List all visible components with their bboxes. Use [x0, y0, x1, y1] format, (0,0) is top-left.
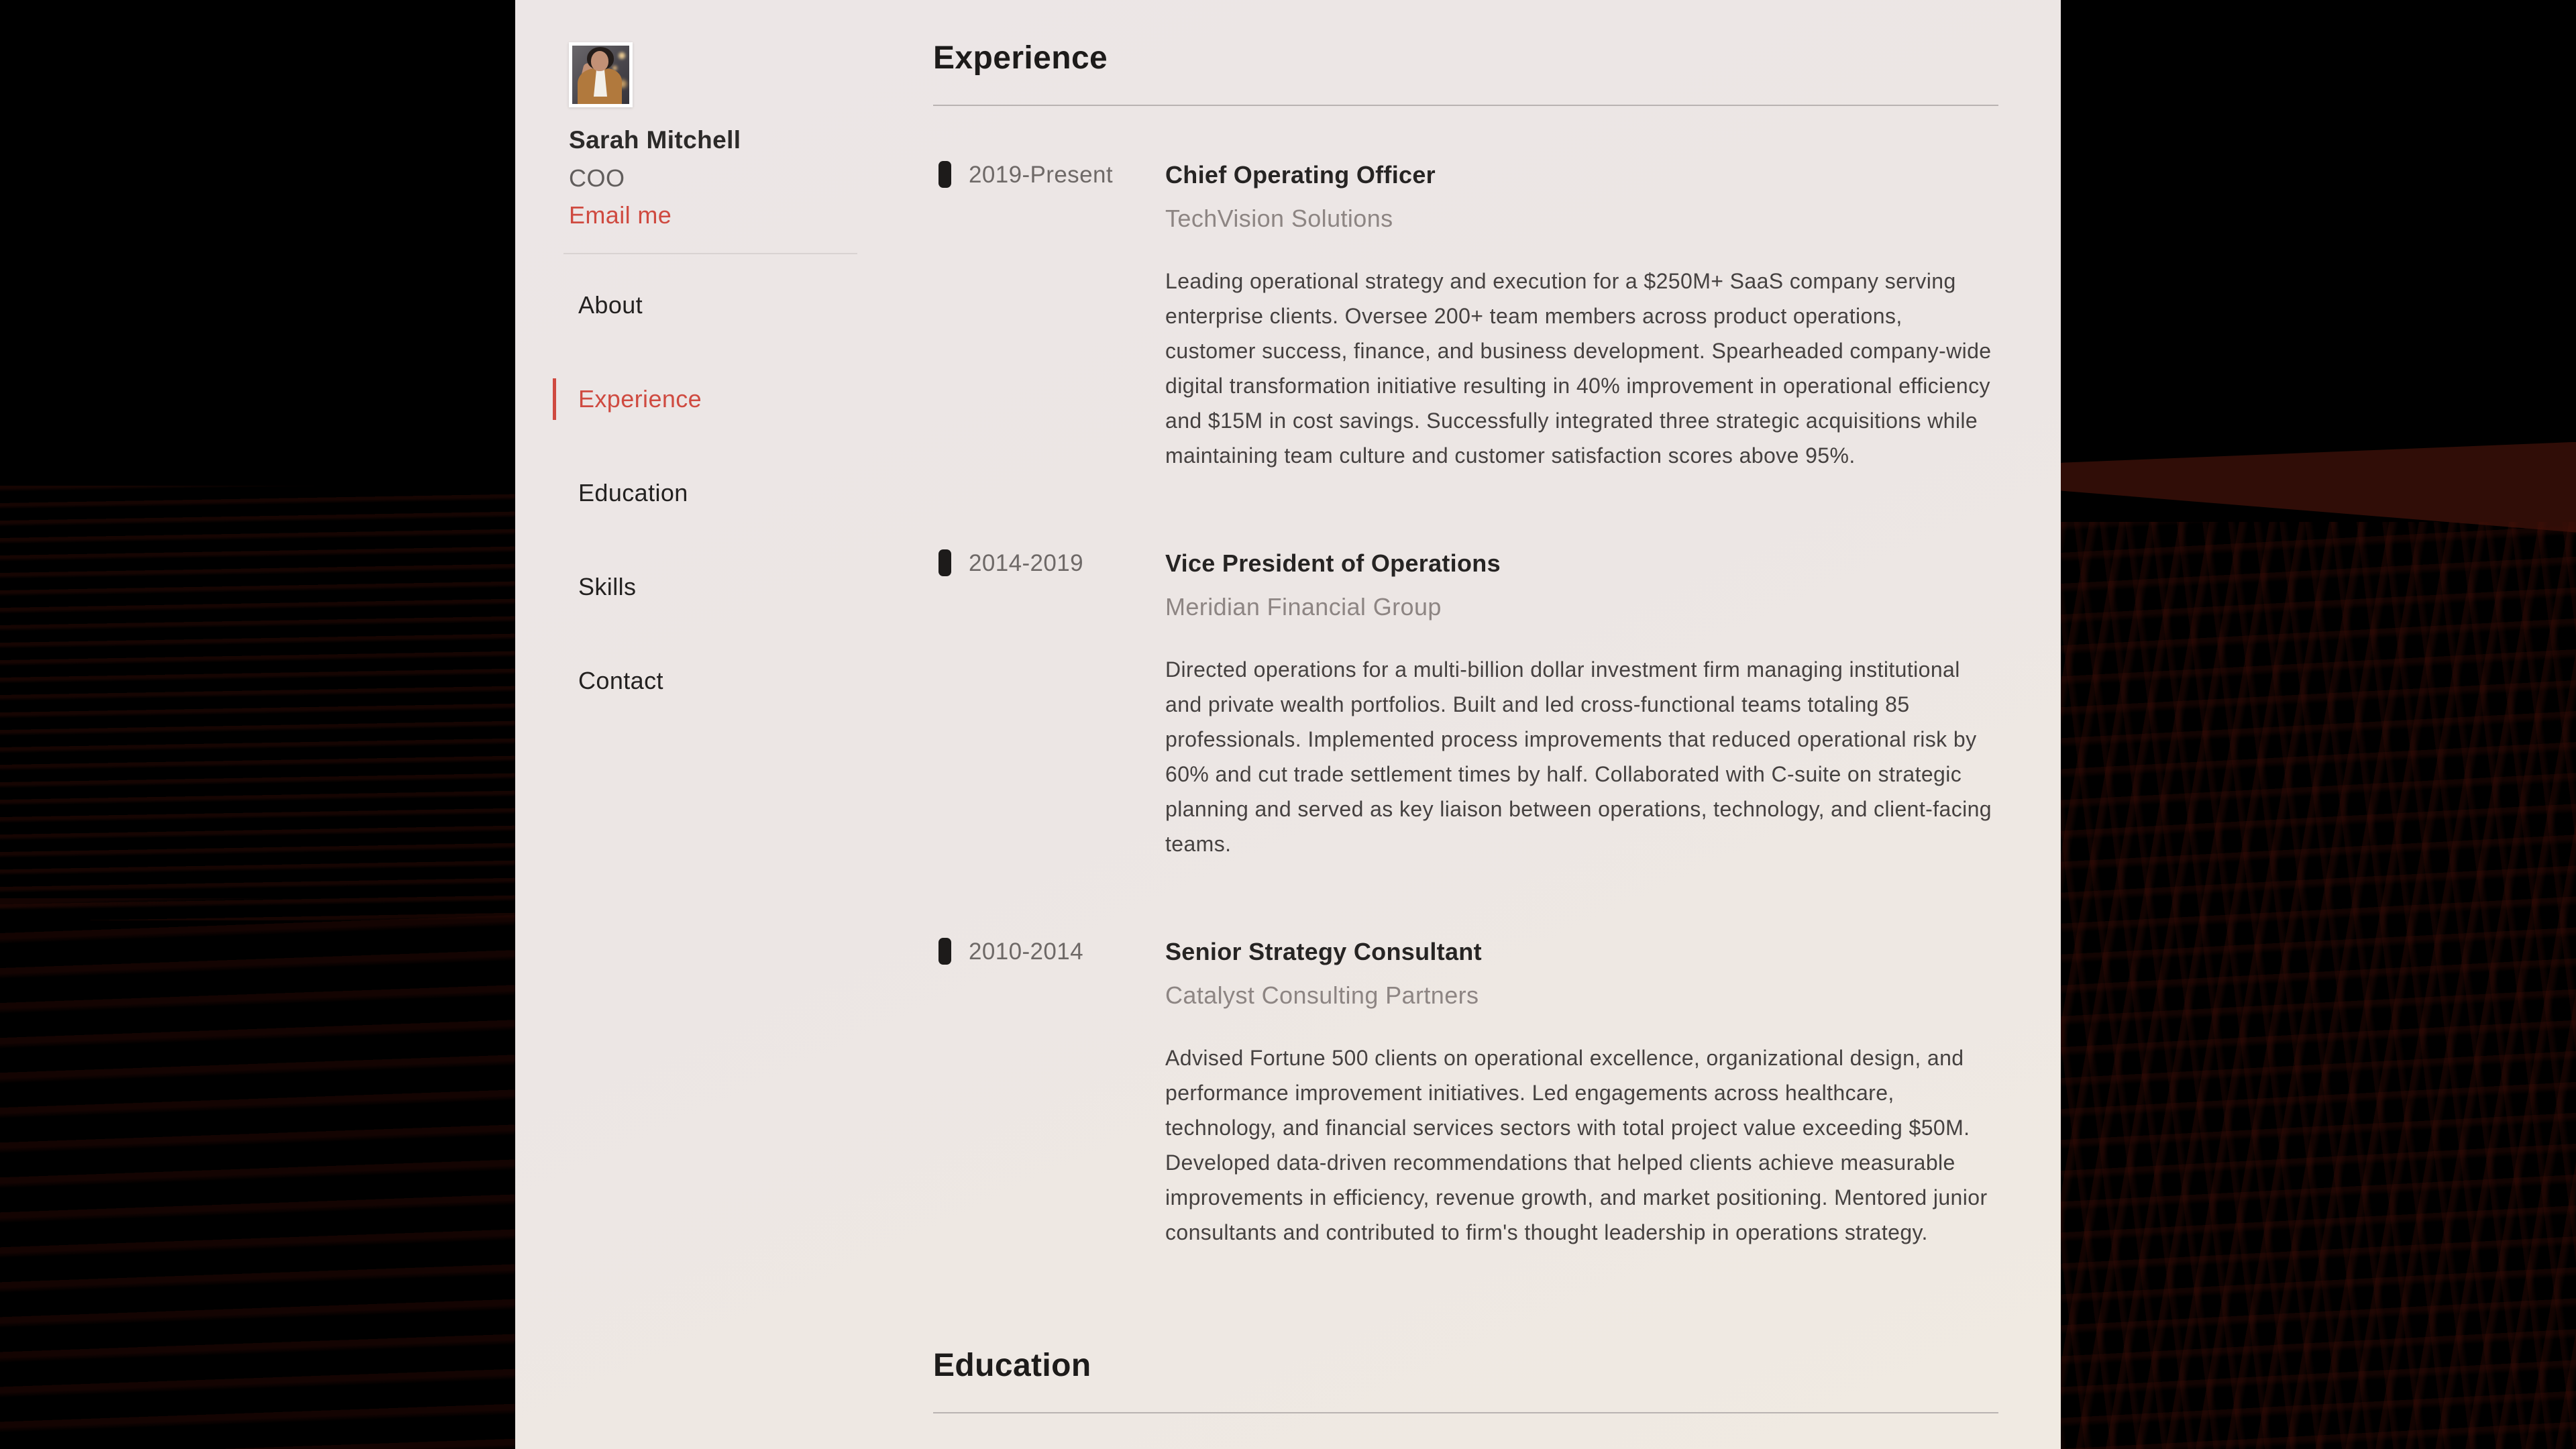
experience-entries	[933, 160, 1998, 1250]
entry-period: 2019-Present	[969, 162, 1113, 188]
entry-body	[1165, 936, 1998, 1250]
photo-face	[591, 51, 608, 71]
desert-background-left	[0, 0, 520, 1449]
experience-entry	[933, 936, 1998, 1250]
experience-entry	[933, 548, 1998, 861]
main-content	[933, 40, 1998, 1413]
entry-period: 2010-2014	[969, 938, 1083, 965]
sand-waves	[2059, 522, 2576, 1449]
photo-bokeh-light	[619, 52, 625, 59]
sidebar-nav	[553, 284, 702, 702]
entry-meta	[933, 160, 1165, 473]
entry-description: Directed operations for a multi-billion dollar investment firm managing institutional and private wealth portfolios. Built and led cross-functional teams totaling 85 professionals. Implemented process improvements that reduced operational risk by 60% and cut trade settlement times by half. Collaborated with C-suite on strategic planning and served as key liaison between operations, technology, and client-facing teams.	[1165, 657, 1992, 856]
education-section-heading: Education	[933, 1348, 1091, 1383]
section-divider	[933, 105, 1998, 106]
sidebar-item-experience[interactable]: Experience	[553, 378, 702, 420]
entry-period: 2014-2019	[969, 550, 1083, 576]
timeline-bullet-icon	[938, 549, 951, 576]
entry-meta	[933, 548, 1165, 861]
sand-ripples-foreground	[0, 898, 520, 1449]
entry-meta	[933, 936, 1165, 1250]
experience-section-heading: Experience	[933, 40, 1108, 76]
profile-name: Sarah Mitchell	[569, 126, 741, 154]
sidebar-item-education[interactable]: Education	[578, 479, 688, 506]
profile-job-title: COO	[569, 164, 625, 192]
sidebar-divider	[564, 253, 857, 254]
resume-panel	[515, 0, 2061, 1449]
entry-company: Catalyst Consulting Partners	[1165, 981, 1479, 1009]
entry-job-title: Vice President of Operations	[1165, 549, 1501, 577]
entry-job-title: Chief Operating Officer	[1165, 161, 1436, 189]
entry-description: Advised Fortune 500 clients on operational excellence, organizational design, and performance improvement initiatives. Led engagements across healthcare, technology, and financial services sectors with total project value exceeding $50M. Developed data-driven recommendations that helped clients achieve measurable improvements in efficiency, revenue growth, and market positioning. Mentored junior consultants and contributed to firm's thought leadership in operations strategy.	[1165, 1046, 1988, 1244]
experience-entry	[933, 160, 1998, 473]
sidebar-item-skills[interactable]: Skills	[578, 573, 637, 600]
desert-background-right	[2059, 0, 2576, 1449]
entry-company: Meridian Financial Group	[1165, 593, 1442, 621]
entry-body	[1165, 160, 1998, 473]
entry-description: Leading operational strategy and execution for a $250M+ SaaS company serving enterprise clients. Oversee 200+ team members across product operations, customer success, finance, and business development. Spearheaded company-wide digital transformation initiative resulting in 40% improvement in operational efficiency and $15M in cost savings. Successfully integrated three strategic acquisitions while maintaining team culture and customer satisfaction scores above 95%.	[1165, 269, 1992, 468]
timeline-bullet-icon	[938, 161, 951, 188]
sand-ripples	[0, 486, 520, 920]
sidebar-item-about[interactable]: About	[578, 291, 643, 319]
email-link[interactable]: Email me	[569, 201, 672, 229]
timeline-bullet-icon	[938, 938, 951, 965]
education-section	[933, 1348, 1998, 1413]
entry-job-title: Senior Strategy Consultant	[1165, 938, 1482, 965]
sidebar-item-contact[interactable]: Contact	[578, 667, 663, 694]
entry-body	[1165, 548, 1998, 861]
section-divider	[933, 1412, 1998, 1413]
profile-photo	[572, 46, 629, 104]
entry-company: TechVision Solutions	[1165, 205, 1393, 232]
profile-photo-frame	[569, 42, 633, 107]
